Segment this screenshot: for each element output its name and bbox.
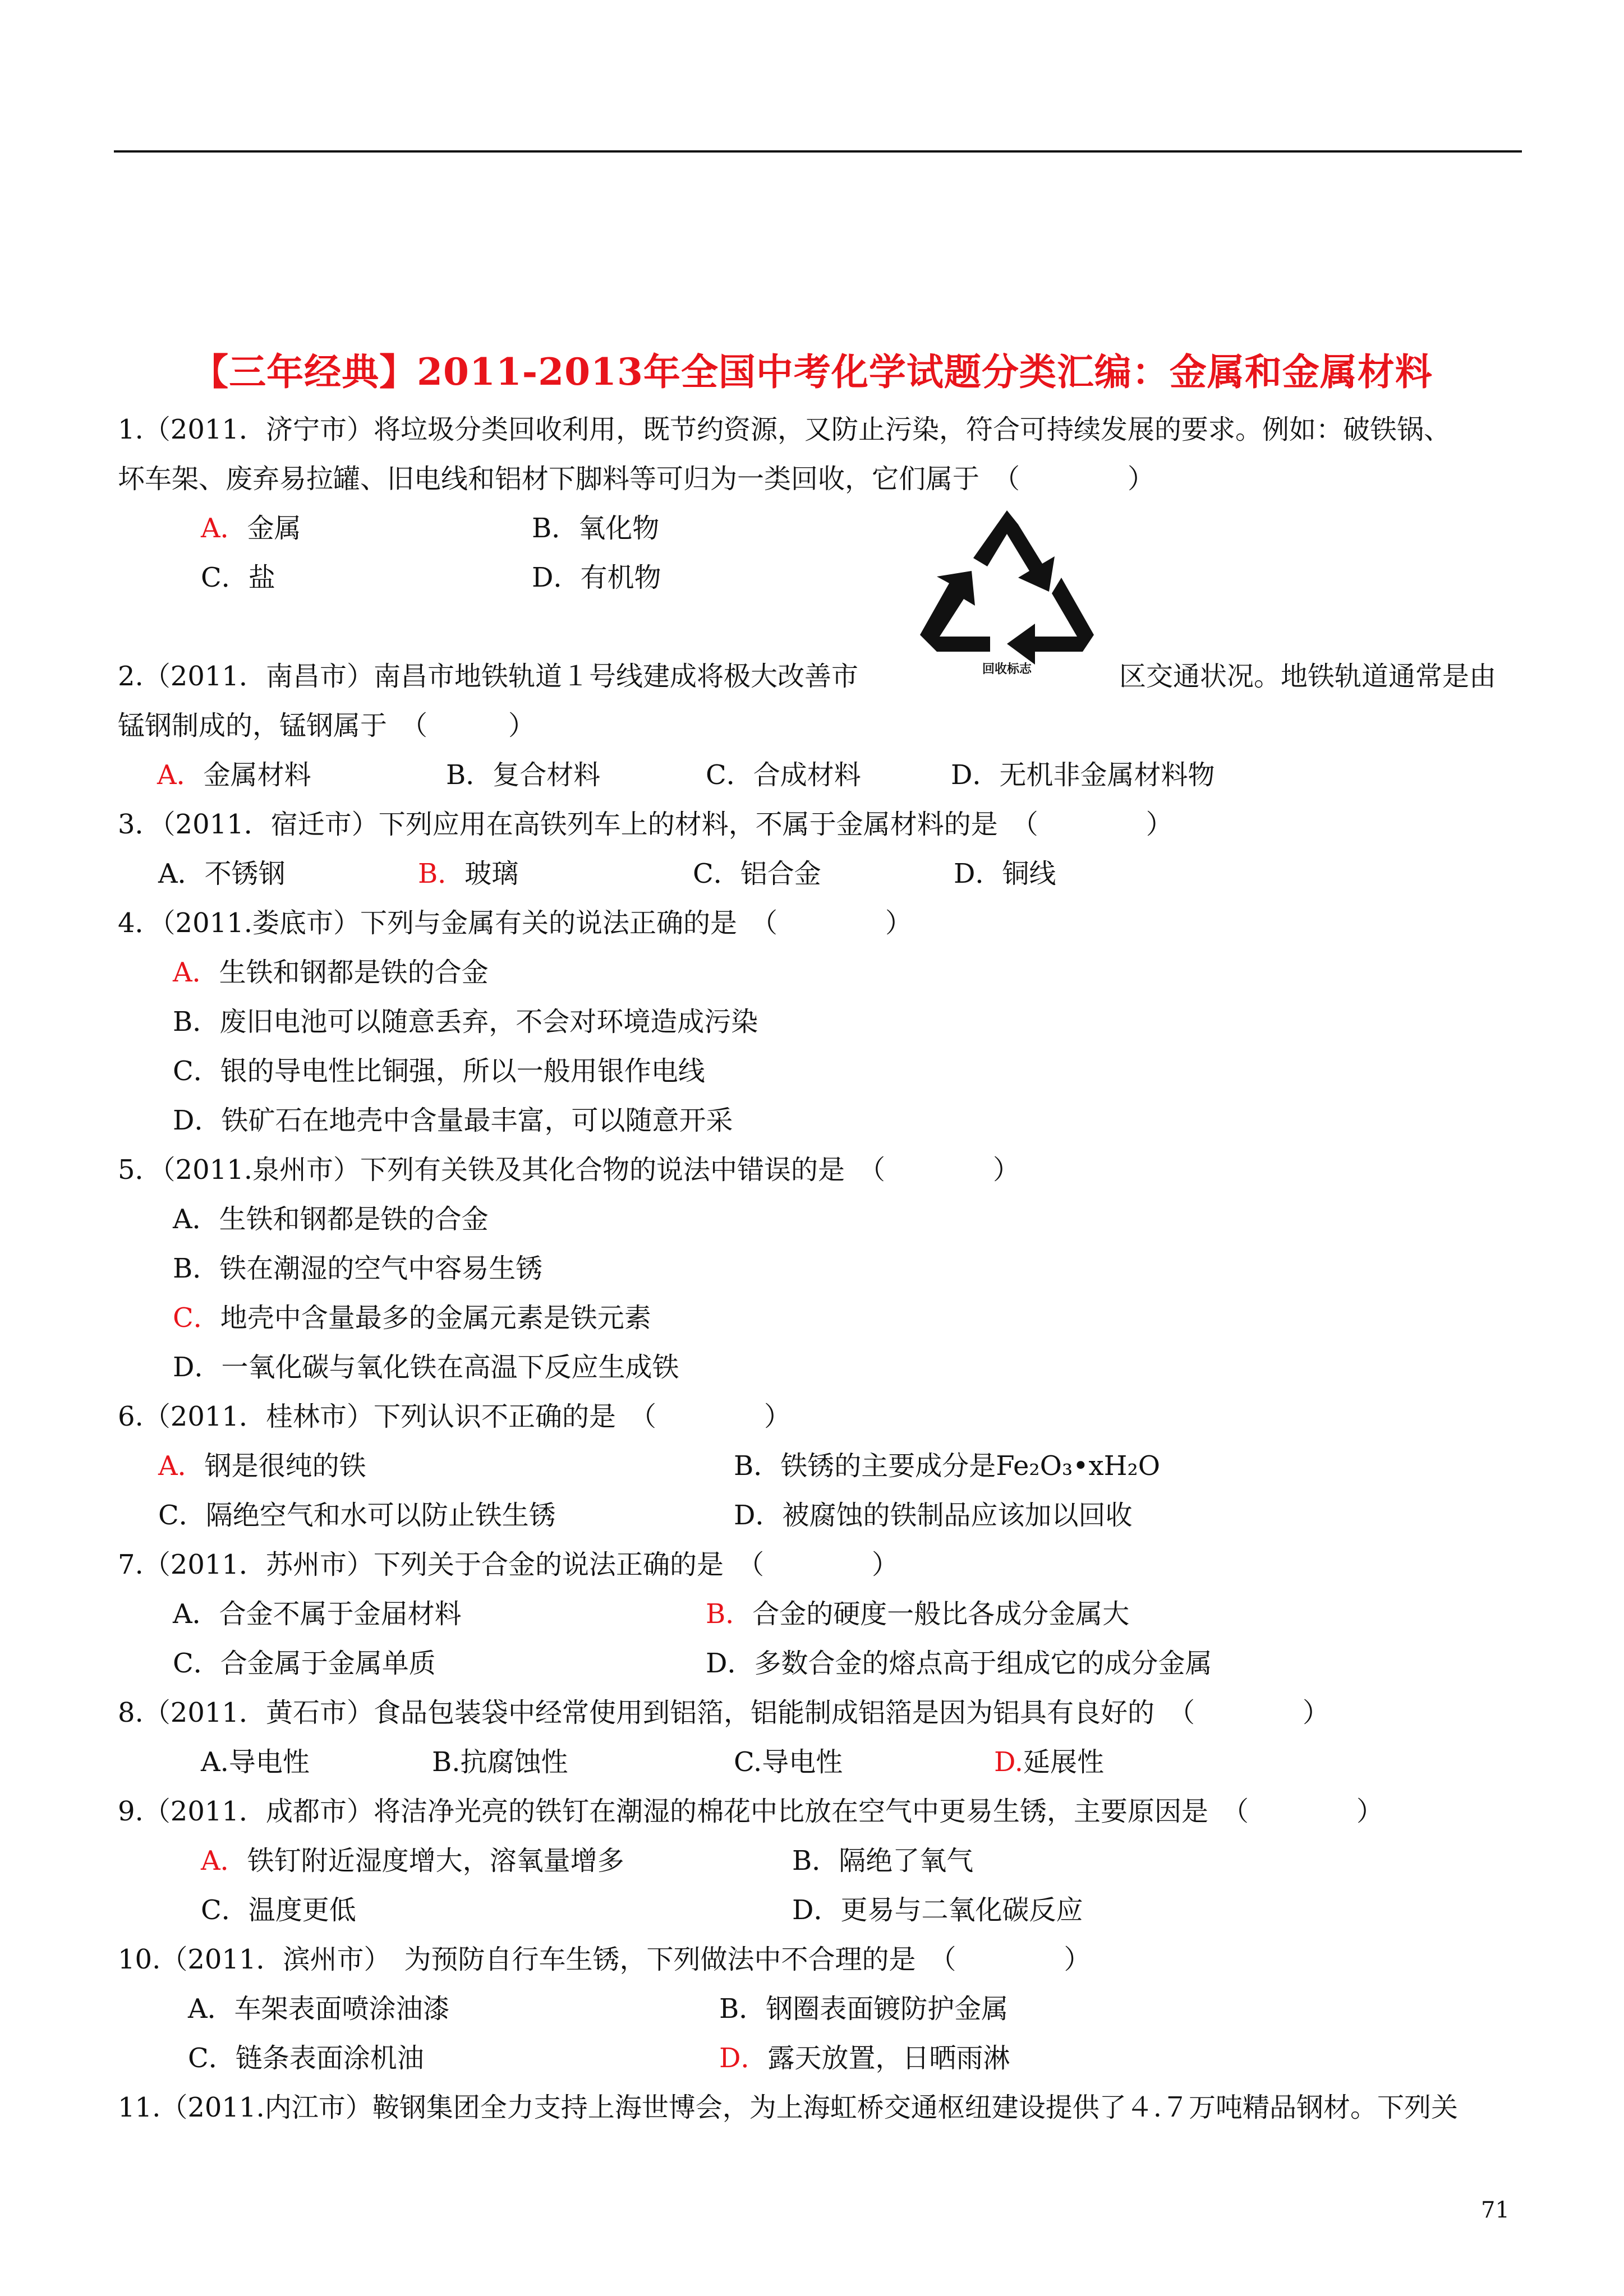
q4-line1: 4．（2011.娄底市）下列与金属有关的说法正确的是 （ ） — [118, 907, 912, 939]
q5-option-b: B．铁在潮湿的空气中容易生锈 — [173, 1253, 543, 1284]
q7-line1: 7.（2011．苏州市）下列关于合金的说法正确的是 （ ） — [118, 1549, 899, 1580]
q10-option-a: A．车架表面喷涂油漆 — [188, 1993, 450, 2025]
header-rule — [114, 150, 1522, 153]
q1-option-d: D．有机物 — [532, 562, 661, 593]
q2-option-a: A．金属材料 — [157, 759, 311, 791]
recycle-triangle-icon — [914, 505, 1099, 679]
q3-line1: 3．（2011．宿迁市）下列应用在高铁列车上的材料，不属于金属材料的是 （ ） — [118, 809, 1173, 840]
q2-option-b: B．复合材料 — [446, 759, 601, 791]
q7-option-c: C．合金属于金属单质 — [173, 1648, 436, 1679]
page-number: 71 — [1481, 2197, 1510, 2223]
q2-line2: 锰钢制成的，锰钢属于 （ ） — [118, 710, 536, 741]
q11-line1: 11.（2011.内江市）鞍钢集团全力支持上海世博会，为上海虹桥交通枢纽建设提供了４.７万吨精品钢材。下列关 — [118, 2092, 1459, 2123]
q9-option-c: C．温度更低 — [201, 1894, 356, 1926]
q7-option-a: A．合金不属于金届材料 — [173, 1598, 462, 1630]
q9-option-d: D．更易与二氧化碳反应 — [792, 1894, 1083, 1926]
q1-line2: 坏车架、废弃易拉罐、旧电线和铝材下脚料等可归为一类回收，它们属于 （ ） — [118, 463, 1155, 495]
q3-option-d: D．铜线 — [954, 858, 1056, 889]
q3-option-b: B．玻璃 — [418, 858, 519, 889]
q8-line1: 8.（2011．黄石市）食品包装袋中经常使用到铝箔，铝能制成铝箔是因为铝具有良好的 （ ） — [118, 1697, 1329, 1728]
q2-line1b: 区交通状况。地铁轨道通常是由 — [1119, 661, 1497, 692]
page-title: 【三年经典】2011-2013年全国中考化学试题分类汇编：金属和金属材料 — [191, 350, 1433, 394]
recycle-logo-caption: 回收标志 — [982, 662, 1032, 676]
q1-option-b: B．氧化物 — [532, 513, 660, 544]
q2-line1a: 2.（2011．南昌市）南昌市地铁轨道１号线建成将极大改善市 — [118, 661, 858, 692]
q9-line1: 9.（2011．成都市）将洁净光亮的铁钉在潮湿的棉花中比放在空气中更易生锈，主要原因是 （ ） — [118, 1796, 1383, 1827]
q4-option-c: C．银的导电性比铜强，所以一般用银作电线 — [173, 1055, 705, 1087]
q1-line1: 1.（2011．济宁市）将垃圾分类回收利用，既节约资源，又防止污染，符合可持续发展的要求。例如：破铁锅、 — [118, 414, 1451, 445]
q6-option-b: B．铁锈的主要成分是Fe₂O₃•xH₂O — [734, 1450, 1161, 1482]
q4-option-a: A．生铁和钢都是铁的合金 — [173, 957, 489, 988]
q6-option-c: C．隔绝空气和水可以防止铁生锈 — [158, 1500, 556, 1531]
q10-option-d: D．露天放置，日晒雨淋 — [719, 2043, 1010, 2074]
q5-option-a: A．生铁和钢都是铁的合金 — [173, 1204, 489, 1235]
q6-option-d: D．被腐蚀的铁制品应该加以回收 — [734, 1500, 1133, 1531]
q6-line1: 6.（2011．桂林市）下列认识不正确的是 （ ） — [118, 1401, 791, 1432]
q1-option-a: A．金属 — [201, 513, 301, 544]
q9-option-a: A．铁钉附近湿度增大，溶氧量增多 — [201, 1845, 624, 1877]
q6-option-a: A．钢是很纯的铁 — [158, 1450, 366, 1482]
q10-option-b: B．钢圈表面镀防护金属 — [719, 1993, 1009, 2025]
q2-option-c: C．合成材料 — [706, 759, 861, 791]
q7-option-b: B．合金的硬度一般比各成分金属大 — [706, 1598, 1130, 1630]
q10-option-c: C．链条表面涂机油 — [188, 2043, 424, 2074]
q9-option-b: B．隔绝了氧气 — [792, 1845, 974, 1877]
q8-option-a: A.导电性 — [201, 1746, 310, 1778]
q7-option-d: D．多数合金的熔点高于组成它的成分金属 — [706, 1648, 1212, 1679]
q1-option-c: C．盐 — [201, 562, 275, 593]
q5-line1: 5．（2011.泉州市）下列有关铁及其化合物的说法中错误的是 （ ） — [118, 1154, 1020, 1186]
q5-option-c: C．地壳中含量最多的金属元素是铁元素 — [173, 1302, 651, 1334]
q8-option-c: C.导电性 — [734, 1746, 843, 1778]
q5-option-d: D．一氧化碳与氧化铁在高温下反应生成铁 — [173, 1352, 679, 1383]
q10-line1: 10.（2011．滨州市） 为预防自行车生锈，下列做法中不合理的是 （ ） — [118, 1944, 1091, 1975]
q4-option-d: D．铁矿石在地壳中含量最丰富，可以随意开采 — [173, 1105, 733, 1136]
q8-option-b: B.抗腐蚀性 — [432, 1746, 568, 1778]
q3-option-a: A．不锈钢 — [158, 858, 286, 889]
q8-option-d: D.延展性 — [994, 1746, 1105, 1778]
q4-option-b: B．废旧电池可以随意丢弃，不会对环境造成污染 — [173, 1006, 758, 1038]
q3-option-c: C．铝合金 — [693, 858, 821, 889]
q2-option-d: D．无机非金属材料物 — [951, 759, 1215, 791]
